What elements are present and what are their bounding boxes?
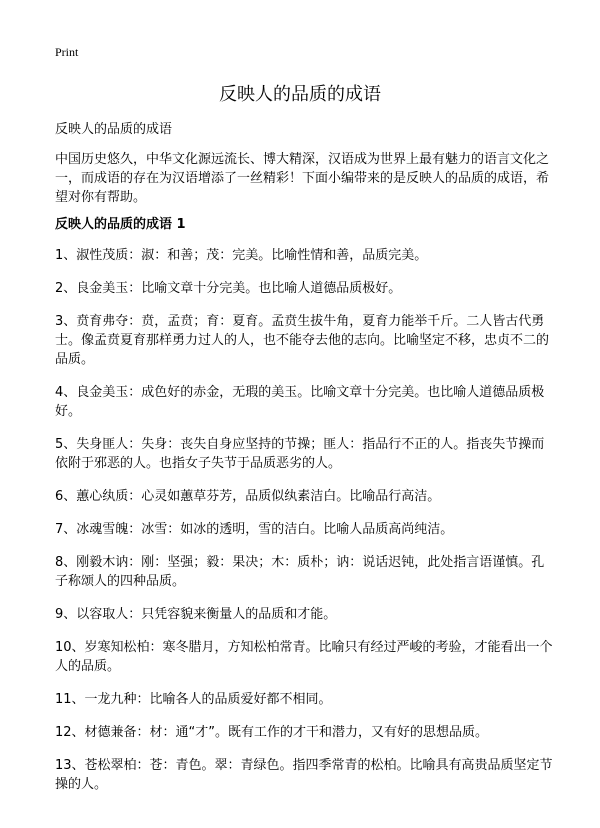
- list-item: 10、岁寒知松柏：寒冬腊月，方知松柏常青。比喻只有经过严峻的考验，才能看出一个人的品质。: [55, 640, 553, 674]
- intro-paragraph: 中国历史悠久，中华文化源远流长、博大精深，汉语成为世界上最有魅力的语言文化之一，而成语的存在为汉语增添了一丝精彩！下面小编带来的是反映人的品质的成语，希望对你有帮助。: [55, 152, 550, 205]
- list-item: 6、蕙心纨质：心灵如蕙草芬芳，品质似纨素洁白。比喻品行高洁。: [55, 489, 441, 504]
- print-label: Print: [55, 45, 79, 59]
- list-item: 4、良金美玉：成色好的赤金，无瑕的美玉。比喻文章十分完美。也比喻人道德品质极好。: [55, 385, 545, 419]
- list-item: 3、贲育弗夺：贲，孟贲；育：夏育。孟贲生拔牛角，夏育力能举千斤。二人皆古代勇士。像孟贲夏育那样勇力过人的人，也不能夺去他的志向。比喻坚定不移，忠贞不二的品质。: [55, 314, 550, 367]
- list-item: 7、冰魂雪魄：冰雪：如冰的透明，雪的洁白。比喻人品质高尚纯洁。: [55, 522, 454, 537]
- list-item: 8、刚毅木讷：刚：坚强；毅：果决；木：质朴；讷：说话迟钝，此处指言语谨慎。孔子称颂人的四种品质。: [55, 555, 545, 589]
- list-item: 2、良金美玉：比喻文章十分完美。也比喻人道德品质极好。: [55, 281, 402, 296]
- page-title: 反映人的品质的成语: [219, 84, 381, 105]
- list-item: 9、以容取人：只凭容貌来衡量人的品质和才能。: [55, 607, 337, 622]
- list-item: 13、苍松翠柏：苍：青色。翠：青绿色。指四季常青的松柏。比喻具有高贵品质坚定节操的人。: [55, 758, 553, 792]
- idiom-list: [55, 246, 555, 808]
- section-heading: 反映人的品质的成语 1: [55, 217, 186, 232]
- list-item: 1、淑性茂质：淑：和善；茂：完美。比喻性情和善，品质完美。: [55, 248, 428, 263]
- list-item: 12、材德兼备：材：通“才”。既有工作的才干和潜力，又有好的思想品质。: [55, 725, 489, 740]
- list-item: 11、一龙九种：比喻各人的品质爱好都不相同。: [55, 692, 332, 707]
- page-subtitle: 反映人的品质的成语: [55, 122, 173, 137]
- list-item: 5、失身匪人：失身：丧失自身应坚持的节操；匪人：指品行不正的人。指丧失节操而依附于邪恶的人。也指女子失节于品质恶劣的人。: [55, 437, 545, 471]
